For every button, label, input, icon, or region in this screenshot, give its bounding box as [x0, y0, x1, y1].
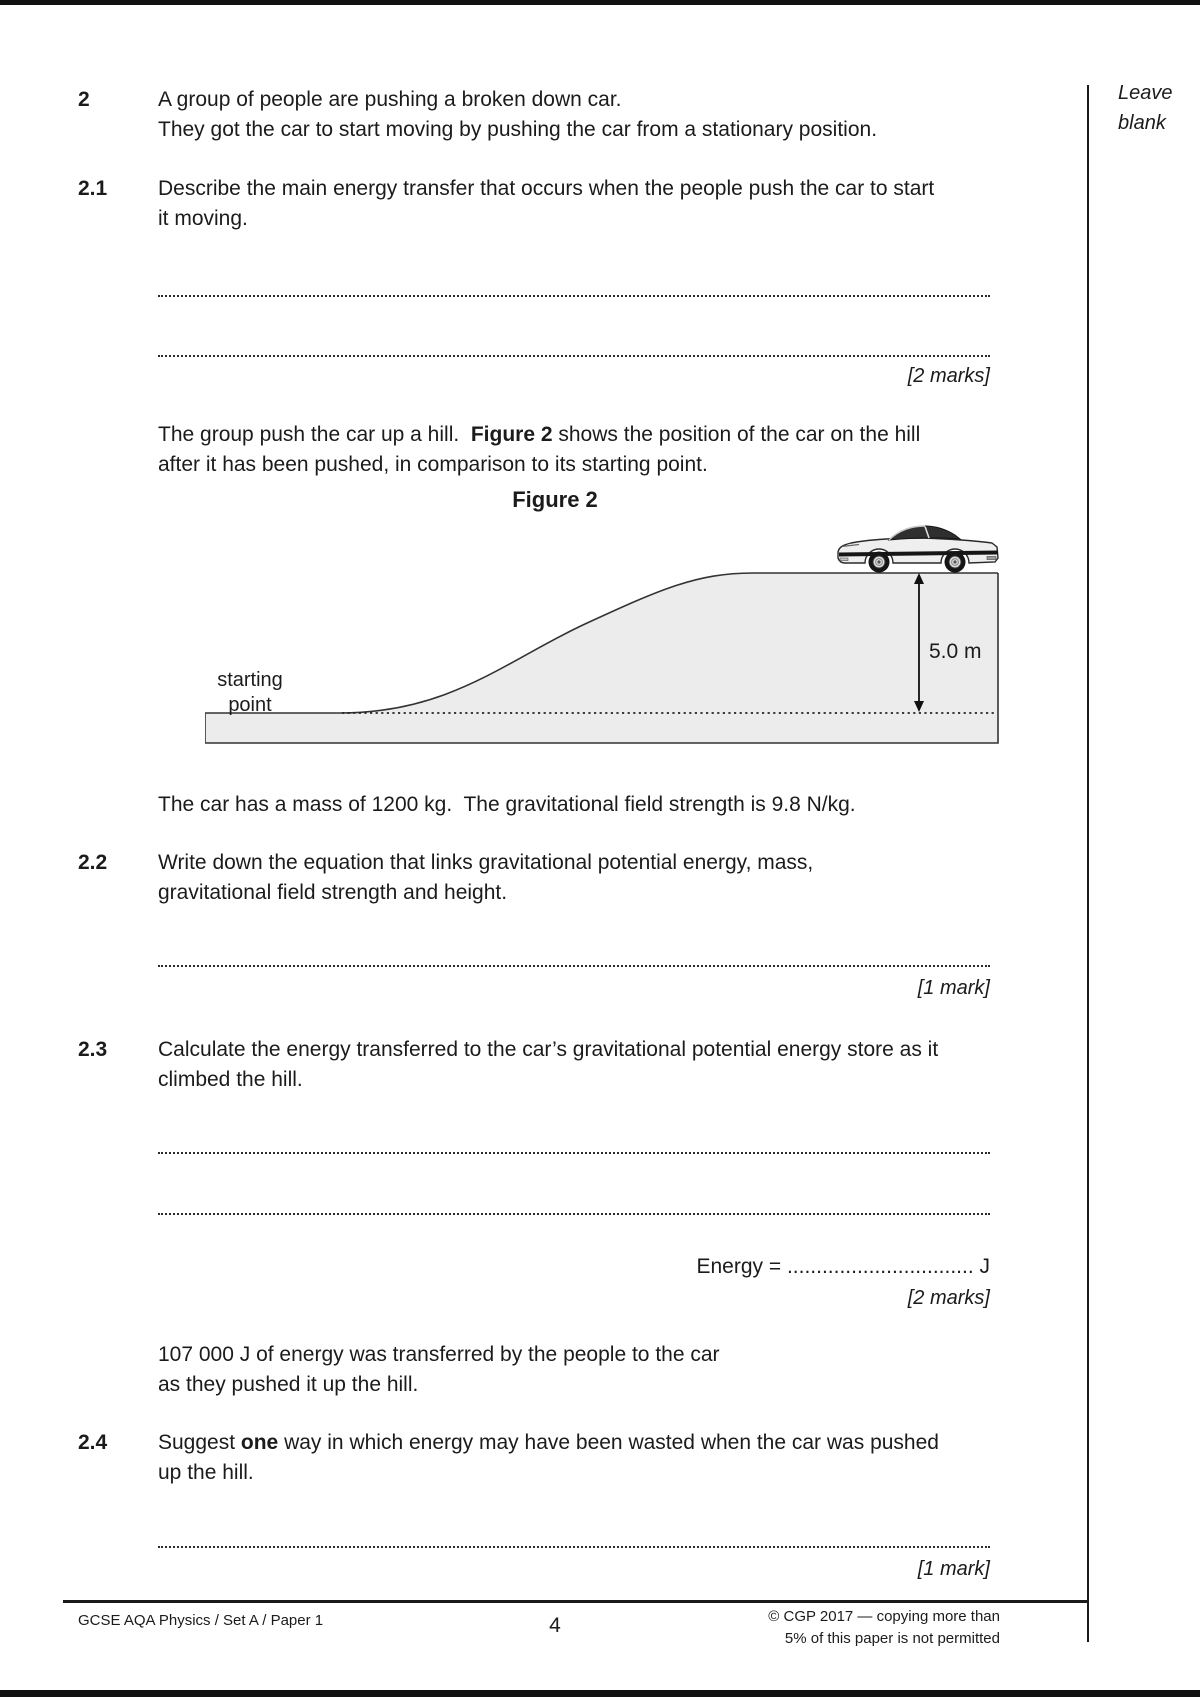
section-2-1-number: 2.1 — [78, 177, 108, 200]
figure-intro-bold: Figure 2 — [470, 423, 553, 446]
section-2-2-line1: Write down the equation that links gravitational potential energy, mass, — [158, 851, 814, 874]
figure-2-title: Figure 2 — [512, 487, 598, 512]
question-2-stem-line1: A group of people are pushing a broken down car. — [158, 88, 622, 111]
figure-intro-post: shows the position of the car on the hill — [552, 423, 921, 446]
scan-edge-bottom — [0, 1690, 1200, 1697]
answer-line[interactable] — [158, 295, 990, 297]
figure-2-diagram — [205, 520, 1000, 745]
section-2-4-bold: one — [240, 1431, 279, 1454]
copyright-line1: © CGP 2017 — copying more than — [768, 1608, 1000, 1625]
section-2-4-pre: Suggest — [158, 1431, 241, 1454]
scan-edge-top — [0, 0, 1200, 5]
figure-intro-text — [158, 420, 994, 480]
copyright-line2: 5% of this paper is not permitted — [784, 1630, 1000, 1647]
section-2-1-line2: it moving. — [158, 207, 248, 230]
mass-note: The car has a mass of 1200 kg. The gravitational field strength is 9.8 N/kg. — [158, 793, 856, 816]
question-2-stem — [158, 85, 994, 145]
figure-intro-line1 — [158, 420, 994, 450]
answer-line[interactable] — [158, 1546, 990, 1548]
section-2-3-text — [158, 1035, 994, 1095]
marks-label-2-2: [1 mark] — [917, 977, 990, 999]
figure-intro-line2: after it has been pushed, in comparison to its starting point. — [158, 453, 708, 476]
energy-note-line1: 107 000 J of energy was transferred by the people to the car — [158, 1343, 720, 1366]
answer-line[interactable] — [158, 1152, 990, 1154]
answer-line[interactable] — [158, 965, 990, 967]
section-2-2-text — [158, 848, 994, 908]
section-2-4-number: 2.4 — [78, 1431, 108, 1454]
car-rear-wheel — [945, 552, 966, 573]
margin-rule — [1087, 85, 1089, 1642]
hill-shape — [205, 573, 998, 743]
starting-point-label-line1: starting — [217, 669, 283, 691]
footer-course-label: GCSE AQA Physics / Set A / Paper 1 — [78, 1612, 324, 1629]
section-2-4-line1 — [158, 1428, 994, 1458]
energy-note — [158, 1340, 994, 1400]
starting-point-label-line2: point — [228, 694, 272, 716]
energy-note-line2: as they pushed it up the hill. — [158, 1373, 419, 1396]
answer-line[interactable] — [158, 1213, 990, 1215]
question-2-number: 2 — [78, 88, 90, 111]
leave-blank-line1: Leave — [1118, 82, 1173, 104]
copyright-notice — [768, 1606, 1000, 1650]
section-2-3-line2: climbed the hill. — [158, 1068, 303, 1091]
leave-blank-line2: blank — [1118, 112, 1166, 134]
section-2-4-post: way in which energy may have been wasted when the car was pushed — [278, 1431, 939, 1454]
section-2-3-number: 2.3 — [78, 1038, 108, 1061]
energy-answer-unit: J — [973, 1255, 990, 1278]
energy-answer-line[interactable] — [696, 1253, 990, 1281]
answer-line[interactable] — [158, 355, 990, 357]
section-2-2-line2: gravitational field strength and height. — [158, 881, 508, 904]
marks-label-2-4: [1 mark] — [917, 1558, 990, 1580]
question-2-stem-line2: They got the car to start moving by pushing the car from a stationary position. — [158, 118, 878, 141]
figure-intro-pre: The group push the car up a hill. — [158, 423, 471, 446]
leave-blank-label — [1118, 78, 1173, 138]
page-number: 4 — [549, 1614, 561, 1637]
car-illustration — [838, 526, 998, 573]
section-2-1-line1: Describe the main energy transfer that occurs when the people push the car to start — [158, 177, 935, 200]
car-canopy — [889, 526, 960, 540]
car-front-wheel — [869, 552, 890, 573]
section-2-2-number: 2.2 — [78, 851, 108, 874]
section-2-4-line2: up the hill. — [158, 1461, 254, 1484]
energy-answer-dots[interactable]: ................................ — [786, 1255, 974, 1278]
section-2-4-text — [158, 1428, 994, 1488]
marks-label-2-3: [2 marks] — [907, 1287, 990, 1309]
section-2-3-line1: Calculate the energy transferred to the car’s gravitational potential energy store as it — [158, 1038, 939, 1061]
energy-answer-prefix: Energy = — [696, 1255, 787, 1278]
section-2-1-text — [158, 174, 994, 234]
height-label: 5.0 m — [929, 640, 982, 663]
footer-rule — [63, 1600, 1088, 1603]
marks-label-2-1: [2 marks] — [907, 365, 990, 387]
